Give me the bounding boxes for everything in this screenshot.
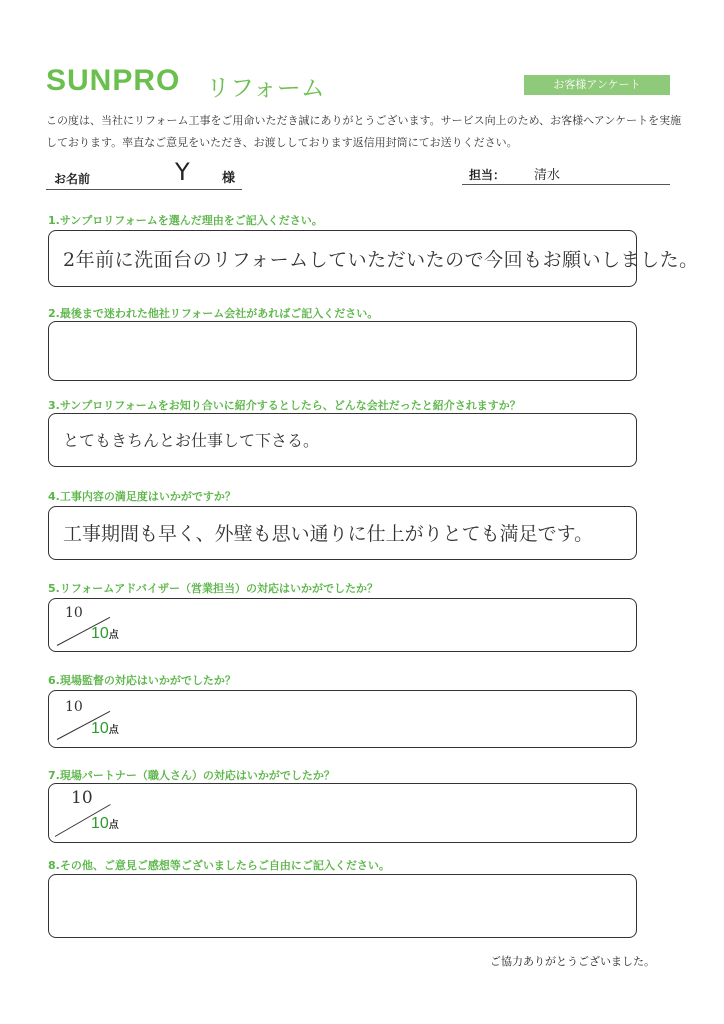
answer-box-2[interactable] [48,321,637,381]
name-label: お名前 [54,172,91,186]
name-value[interactable]: Y [175,158,190,186]
answer-box-4[interactable] [48,506,637,560]
score-5-handwritten: 10 [65,605,83,621]
score-6-handwritten: 10 [65,699,83,715]
score-6-value: 10点 [91,720,119,737]
staff-label: 担当： [469,168,506,182]
intro-text: この度は、当社にリフォーム工事をご用命いただき誠にありがとうございます。サービス向上のため、お客様へアンケートを実施しております。率直なご意見をいただき、お渡ししております返信用封筒にてお送りください。 [46,114,682,149]
name-underline [46,189,242,190]
question-7-label: 7.現場パートナー（職人さん）の対応はいかがでしたか？ [48,769,335,782]
score-7-value: 10点 [91,815,119,832]
question-3-label: 3.サンプロリフォームをお知り合いに紹介するとしたら、どんな会社だったと紹介されますか？ [48,399,521,412]
survey-badge: お客様アンケート [524,75,670,95]
closing-text: ご協力ありがとうございました。 [490,955,655,968]
answer-box-3[interactable] [48,413,637,467]
answer-box-5[interactable] [48,598,637,652]
answer-box-6[interactable] [48,690,637,748]
answer-box-7[interactable] [48,783,637,843]
staff-value[interactable]: 清水 [534,168,561,183]
score-5-value: 10点 [91,625,119,642]
answer-3-text: とてもきちんとお仕事して下さる。 [63,431,320,450]
staff-underline [462,184,670,185]
name-suffix: 様 [222,171,236,186]
score-7-handwritten: 10 [71,788,93,808]
question-6-label: 6.現場監督の対応はいかがでしたか？ [48,674,236,687]
question-4-label: 4.工事内容の満足度はいかがですか？ [48,490,236,503]
answer-1-text: 2年前に洗面台のリフォームしていただいたので今回もお願いしました。 [63,249,699,271]
question-5-label: 5.リフォームアドバイザー（営業担当）の対応はいかがでしたか？ [48,582,379,595]
answer-box-8[interactable] [48,874,637,938]
brand-subtitle: リフォーム [206,74,325,102]
question-2-label: 2.最後まで迷われた他社リフォーム会社があればご記入ください。 [48,307,379,320]
answer-4-text: 工事期間も早く、外壁も思い通りに仕上がりとても満足です。 [63,523,594,545]
question-1-label: 1.サンプロリフォームを選んだ理由をご記入ください。 [48,214,323,227]
answer-box-1[interactable] [48,230,699,287]
brand-logo: SUNPRO [46,64,181,97]
question-8-label: 8.その他、ご意見ご感想等ございましたらご自由にご記入ください。 [48,859,390,872]
